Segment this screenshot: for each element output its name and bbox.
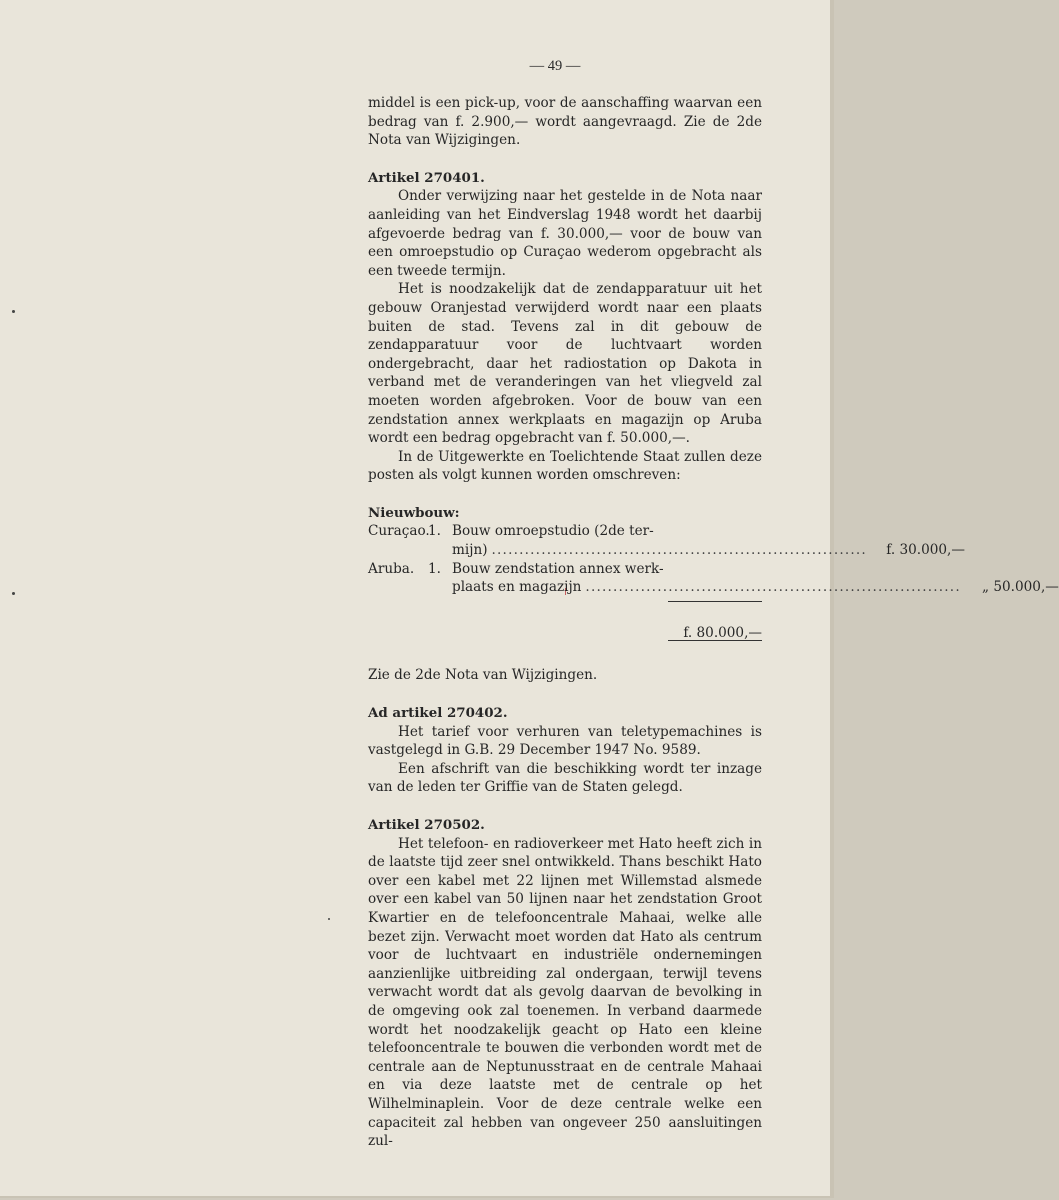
section-heading-270502: Artikel 270502. [368,817,485,833]
budget-item [368,522,965,559]
item-description-cont: plaats en magazijn [452,579,582,596]
text-column [368,94,1059,1151]
dot-leader: .................................................................... [585,579,961,596]
item-description: Bouw zendstation annex werk- [452,560,664,577]
item-amount: „ 50.000,— [982,579,1059,596]
nieuwbouw-heading: Nieuwbouw: [368,504,460,521]
total-amount: f. 80.000,— [683,624,762,641]
item-amount: f. 30.000,— [886,542,965,559]
item-number: 1. [428,560,441,577]
paragraph: Het is noodzakelijk dat de zendapparatuur uit het gebouw Oranjestad verwijderd wordt naar een plaats buiten de stad. Tevens zal in dit gebouw de zendapparatuur voor de luchtvaart worden ondergebracht, daar het radiostation op Dakota in verband met de veranderingen van het vliegveld zal moeten worden afgebroken. Voor de bouw van een zendstation annex werkplaats en magazijn op Aruba wordt een bedrag opgebracht van f. 50.000,—. [368,281,762,447]
intro-paragraph: middel is een pick-up, voor de aanschaffing waarvan een bedrag van f. 2.900,— wordt aangevraagd. Zie de 2de Nota van Wijzigingen. [368,95,762,149]
paragraph: Een afschrift van die beschikking wordt ter inzage van de leden ter Griffie van de Staten gelegd. [368,760,762,796]
section-heading-270401: Artikel 270401. [368,169,485,186]
section-heading-270402: Ad artikel 270402. [368,705,508,722]
paragraph: Onder verwijzing naar het gestelde in de Nota naar aanleiding van het Eindverslag 1948 wordt het daarbij afgevoerde bedrag van f. 30.000,— voor de bouw van een omroepstudio op Curaçao wederom opgebracht als een tweede termijn. [368,188,762,279]
budget-item [368,560,1059,597]
item-description-cont: mijn) [452,542,488,559]
note-paragraph: Zie de 2de Nota van Wijzigingen. [368,667,598,684]
item-place: Aruba. [368,560,415,577]
page-number: — 49 — [529,58,581,74]
item-description: Bouw omroepstudio (2de ter- [452,523,654,540]
paragraph: Het tarief voor verhuren van teletypemachines is vastgelegd in G.B. 29 December 1947 No. 9589. [368,723,762,759]
paragraph: Het telefoon- en radioverkeer met Hato heeft zich in de laatste tijd zeer snel ontwikkeld. Thans beschikt Hato over een kabel met 22 lijnen met Willemstad alsmede over een kabel van 50 lijnen naar het zendstation Groot Kwartier en de telefooncentrale Mahaai, welke alle bezet zijn. Verwacht moet worden dat Hato als centrum voor de luchtvaart en industriële ondernemingen aanzienlijke uitbreiding zal ondergaan, terwijl tevens verwacht wordt dat als gevolg daarvan de bevolking in de omgeving ook zal toenemen. In verband daarmede wordt het noodzakelijk geacht op Hato een kleine telefooncentrale te bouwen die verbonden wordt met de centrale aan de Neptunusstraat en de centrale Mahaai en via deze laatste met de centrale op het Wilhelminaplein. Voor de deze centrale welke een capaciteit zal hebben van ongeveer 250 aansluitingen zul- [368,835,762,1150]
item-place: Curaçao. [368,523,430,540]
margin-mark [12,310,15,313]
sum-rule [668,601,762,602]
margin-mark [328,918,330,920]
margin-mark [12,592,15,595]
paragraph: In de Uitgewerkte en Toelichtende Staat zullen deze posten als volgt kunnen worden omschreven: [368,448,762,484]
dot-leader: .................................................................... [491,542,867,559]
item-number: 1. [428,523,441,540]
